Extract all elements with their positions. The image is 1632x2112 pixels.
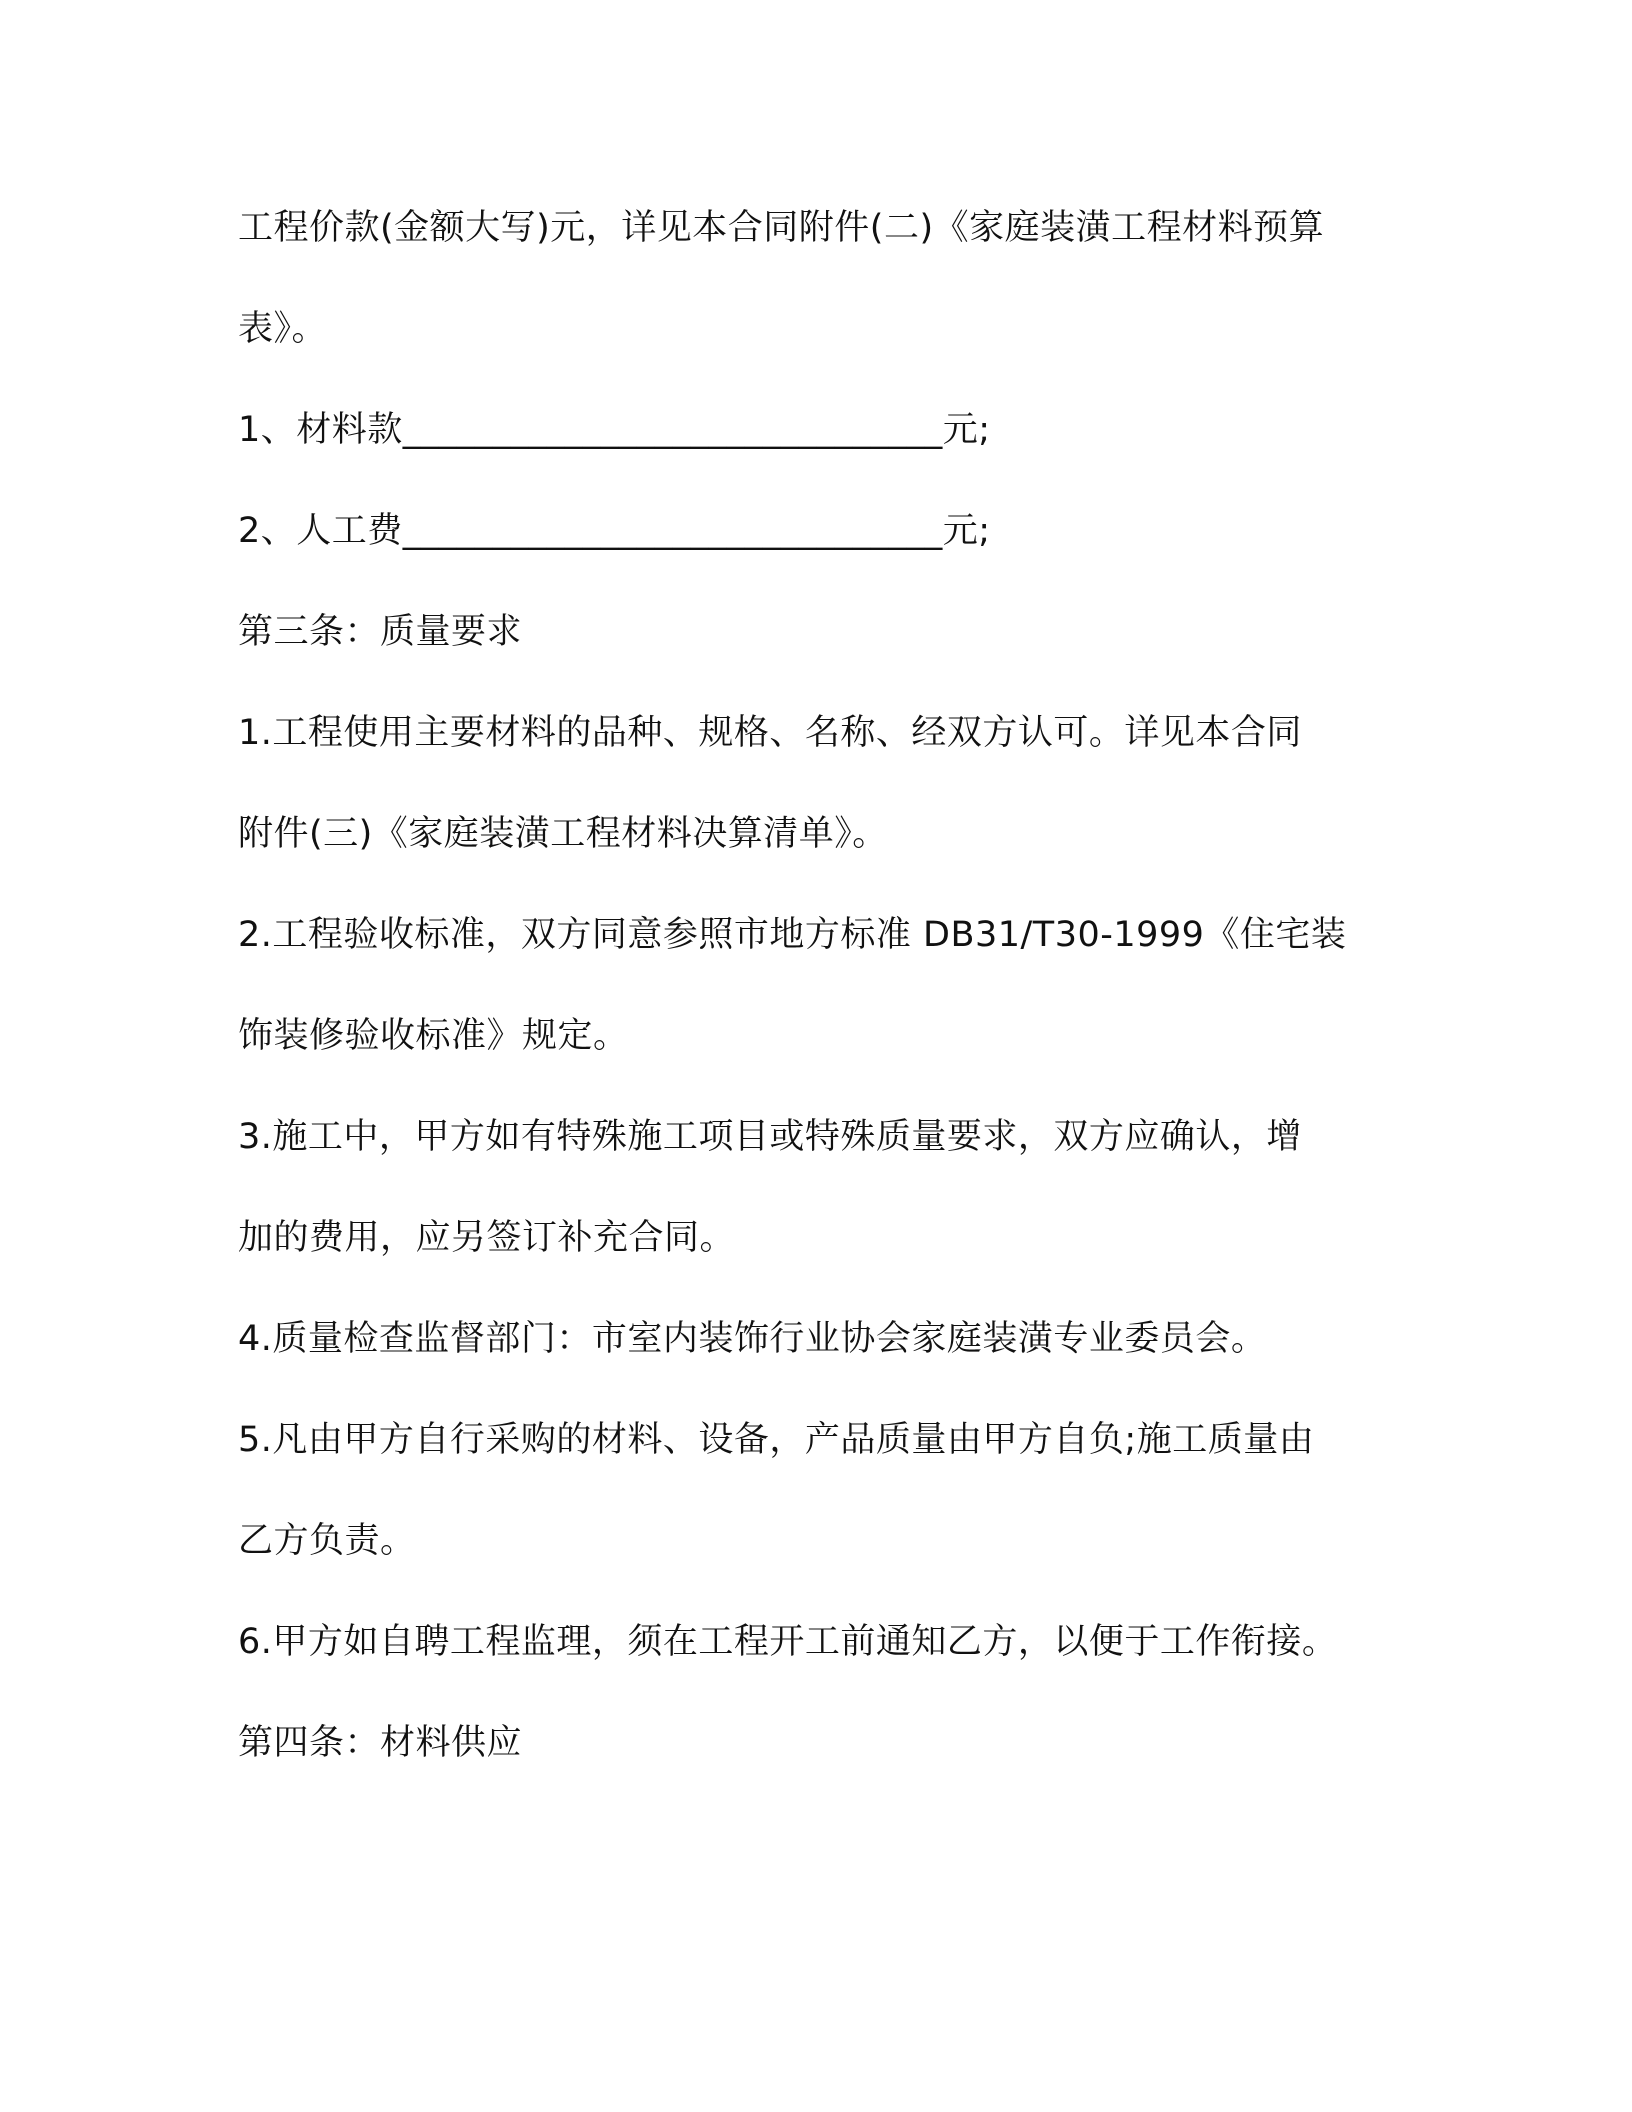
text-line-quality-2: 2.工程验收标准，双方同意参照市地方标准 DB31/T30-1999《住宅装 (238, 915, 1347, 955)
text-line-quality-1-cont: 附件(三)《家庭装潢工程材料决算清单》。 (238, 814, 888, 854)
text-line-quality-3-cont: 加的费用，应另签订补充合同。 (238, 1218, 736, 1258)
section-heading-quality: 第三条：质量要求 (238, 612, 523, 652)
section-heading-material-supply: 第四条：材料供应 (238, 1723, 523, 1763)
text-line-quality-3: 3.施工中，甲方如有特殊施工项目或特殊质量要求，双方应确认，增 (238, 1117, 1302, 1157)
text-line-quality-1: 1.工程使用主要材料的品种、规格、名称、经双方认可。详见本合同 (238, 713, 1302, 753)
text-line-labor-fee: 2、人工费______________________________元; (238, 511, 991, 551)
text-line-quality-5: 5.凡由甲方自行采购的材料、设备，产品质量由甲方自负;施工质量由 (238, 1420, 1315, 1460)
text-line-price: 工程价款(金额大写)元，详见本合同附件(二)《家庭装潢工程材料预算 (238, 208, 1325, 248)
text-line-price-cont: 表》。 (238, 309, 328, 349)
text-line-material-fee: 1、材料款______________________________元; (238, 410, 991, 450)
document-body (238, 178, 1398, 1794)
text-line-quality-5-cont: 乙方负责。 (238, 1521, 416, 1561)
text-line-quality-6: 6.甲方如自聘工程监理，须在工程开工前通知乙方，以便于工作衔接。 (238, 1622, 1338, 1662)
text-line-quality-2-cont: 饰装修验收标准》规定。 (238, 1016, 629, 1056)
text-line-quality-4: 4.质量检查监督部门：市室内装饰行业协会家庭装潢专业委员会。 (238, 1319, 1267, 1359)
